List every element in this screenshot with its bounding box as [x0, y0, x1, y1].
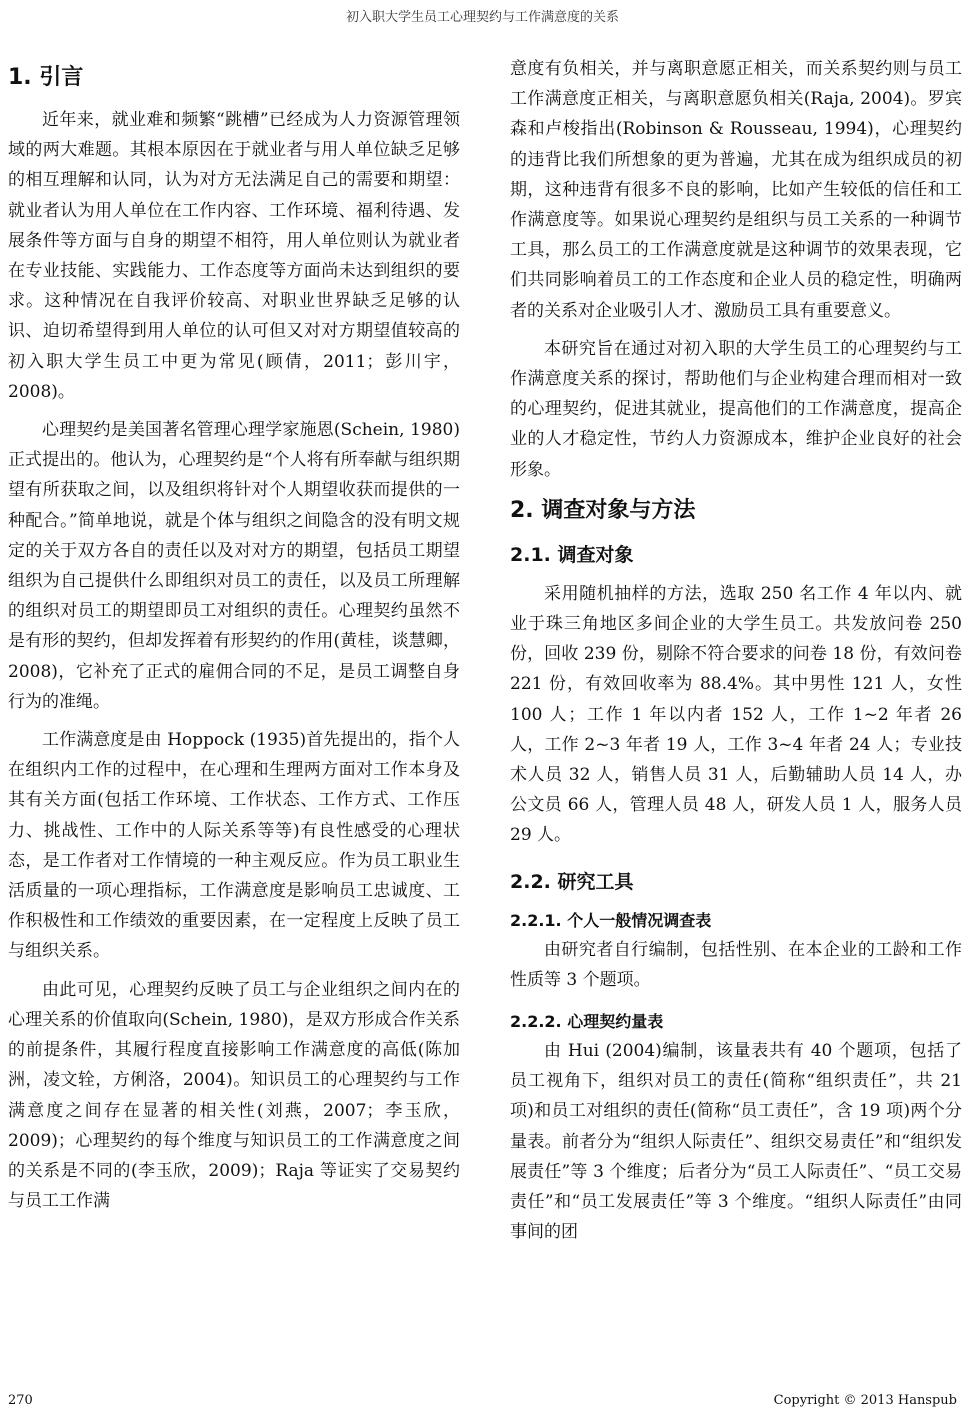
running-header: 初入职大学生员工心理契约与工作满意度的关系	[345, 10, 619, 25]
paragraph: 工作满意度是由 Hoppock (1935)首先提出的，指个人在组织内工作的过程中，在心理和生理两方面对工作本身及其有关方面(包括工作环境、工作状态、工作方式、工作压力、挑战性、工作中的人际关系等等)有良性感受的心理状态，是工作者对工作情境的一种主观反应。作为员工职业生活质量的一项心理指标，工作满意度是影响员工忠诚度、工作积极性和工作绩效的重要因素，在一定程度上反映了员工与组织关系。	[8, 730, 460, 962]
left-column	[8, 54, 460, 1224]
section-heading-introduction: 1. 引言	[8, 65, 84, 90]
right-column	[510, 54, 962, 1256]
subsection-heading-subjects: 2.1. 调查对象	[510, 543, 634, 566]
section-heading-methods: 2. 调查对象与方法	[510, 497, 696, 523]
paragraph: 近年来，就业难和频繁“跳槽”已经成为人力资源管理领域的两大难题。其根本原因在于就业者与用人单位缺乏足够的相互理解和认同，认为对方无法满足自己的需要和期望：就业者认为用人单位在工作内容、工作环境、福利待遇、发展条件等方面与自身的期望不相符，用人单位则认为就业者在专业技能、实践能力、工作态度等方面尚未达到组织的要求。这种情况在自我评价较高、对职业世界缺乏足够的认识、迫切希望得到用人单位的认可但又对对方期望值较高的初入职大学生员工中更为常见(顾倩，2011；彭川宇，2008)。	[8, 110, 460, 402]
paragraph: 心理契约是美国著名管理心理学家施恩(Schein, 1980)正式提出的。他认为，心理契约是“个人将有所奉献与组织期望有所获取之间，以及组织将针对个人期望收获而提供的一种配合。”简单地说，就是个体与组织之间隐含的没有明文规定的关于双方各自的责任以及对对方的期望，包括员工期望组织为自己提供什么即组织对员工的责任，以及员工所理解的组织对员工的期望即员工对组织的责任。心理契约虽然不是有形的契约，但却发挥着有形契约的作用(黄桂，谈慧卿，2008)，它补充了正式的雇佣合同的不足，是员工调整自身行为的准绳。	[8, 420, 460, 712]
paragraph-continued: 意度有负相关，并与离职意愿正相关，而关系契约则与员工工作满意度正相关，与离职意愿负相关(Raja, 2004)。罗宾森和卢梭指出(Robinson & Rousseau, 1994)，心理契约的违背比我们所想象的更为普遍，尤其在成为组织成员的初期，这种违背有很多不良的影响，比如产生较低的信任和工作满意度等。如果说心理契约是组织与员工关系的一种调节工具，那么员工的工作满意度就是这种调节的效果表现，它们共同影响着员工的工作态度和企业人员的稳定性，明确两者的关系对企业吸引人才、激励员工具有重要意义。	[510, 59, 962, 321]
paragraph: 由研究者自行编制，包括性别、在本企业的工龄和工作性质等 3 个题项。	[510, 939, 962, 990]
paragraph: 本研究旨在通过对初入职的大学生员工的心理契约与工作满意度关系的探讨，帮助他们与企业构建合理而相对一致的心理契约，促进其就业，提高他们的工作满意度，提高企业的人才稳定性，节约人力资源成本，维护企业良好的社会形象。	[510, 338, 962, 480]
paragraph: 采用随机抽样的方法，选取 250 名工作 4 年以内、就业于珠三角地区多间企业的大学生员工。共发放问卷 250 份，回收 239 份，剔除不符合要求的问卷 18 份，有效问卷 221 份，有效回收率为 88.4%。其中男性 121 人，女性 100 人；工作 1 年以内者 152 人，工作 1~2 年者 26 人，工作 2~3 年者 19 人，工作 3~4 年者 24 人；专业技术人员 32 人，销售人员 31 人，后勤辅助人员 14 人，办公文员 66 人，管理人员 48 人，研发人员 1 人，服务人员 29 人。	[510, 583, 962, 846]
page-number: 270	[8, 1393, 33, 1408]
paragraph: 由此可见，心理契约反映了员工与企业组织之间内在的心理关系的价值取向(Schein, 1980)，是双方形成合作关系的前提条件，其履行程度直接影响工作满意度的高低(陈加洲，凌文辁，方俐洛，2004)。知识员工的心理契约与工作满意度之间存在显著的相关性(刘燕，2007；李玉欣，2009)；心理契约的每个维度与知识员工的工作满意度之间的关系是不同的(李玉欣，2009)；Raja 等证实了交易契约与员工工作满	[8, 979, 460, 1212]
subsubsection-heading-questionnaire: 2.2.1. 个人一般情况调查表	[510, 910, 712, 930]
subsubsection-heading-contract-scale: 2.2.2. 心理契约量表	[510, 1012, 664, 1032]
subsection-heading-instruments: 2.2. 研究工具	[510, 870, 634, 893]
copyright-notice: Copyright © 2013 Hanspub	[773, 1393, 957, 1408]
paragraph: 由 Hui (2004)编制，该量表共有 40 个题项，包括了员工视角下，组织对员工的责任(简称“组织责任”，共 21 项)和员工对组织的责任(简称“员工责任”，含 19 项)两个分量表。前者分为“组织人际责任”、组织交易责任”和“组织发展责任”等 3 个维度；后者分为“员工人际责任”、“员工交易责任”和“员工发展责任”等 3 个维度。“组织人际责任”由同事间的团	[510, 1041, 962, 1243]
